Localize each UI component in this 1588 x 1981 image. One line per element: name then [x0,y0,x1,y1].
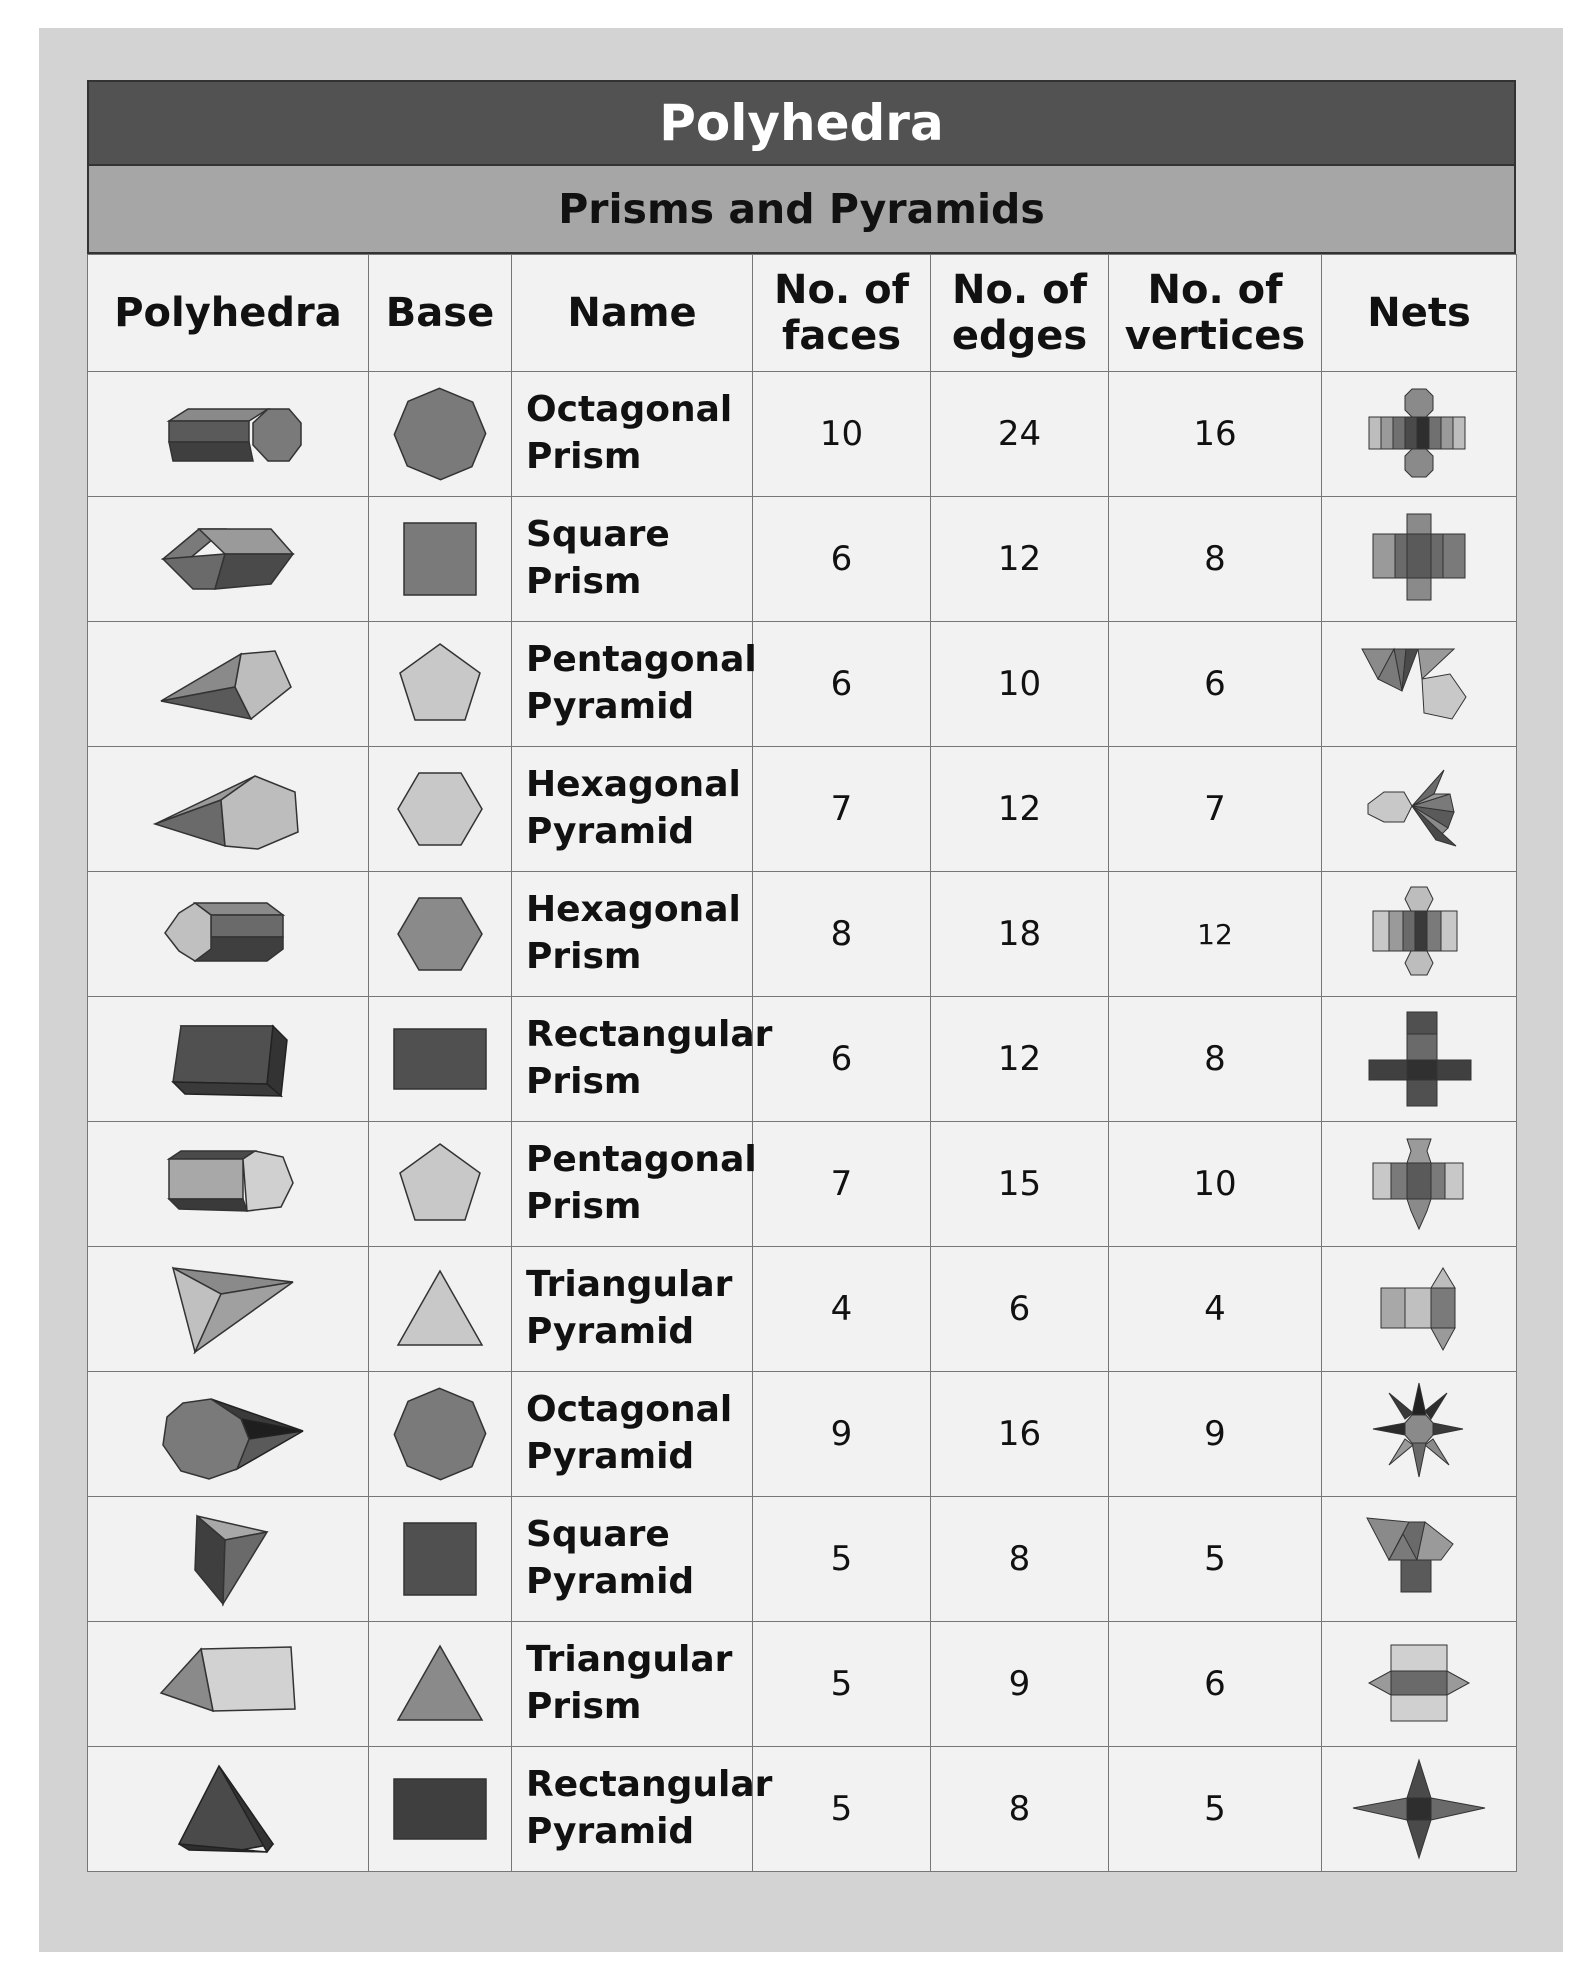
name-line1: Rectangular [526,1014,773,1056]
base-cell [369,872,512,997]
octagonal-pyramid-icon [143,1379,313,1489]
edges-value: 8 [931,1497,1109,1622]
triangular-prism-icon [143,1629,313,1739]
square-pyramid-icon [143,1504,313,1614]
octagonal-prism-net-icon [1359,379,1479,489]
solid-cell [88,497,369,622]
hexagonal-pyramid-net-icon [1354,754,1484,864]
faces-value: 5 [753,1747,931,1872]
solid-cell [88,1372,369,1497]
solid-cell [88,1247,369,1372]
pentagon-icon [390,634,490,734]
solid-cell [88,372,369,497]
header-nets: Nets [1322,255,1517,372]
name-cell [512,1747,773,1872]
net-cell [1322,622,1517,747]
name-line1: Triangular [526,1264,733,1306]
name-line2: Pyramid [526,1311,695,1352]
name-line1: Pentagonal [526,1139,757,1181]
net-cell [1322,997,1517,1122]
base-cell [369,372,512,497]
name-line2: Prism [526,1186,642,1227]
pentagonal-pyramid-net-icon [1354,629,1484,739]
base-cell [369,1122,512,1247]
name-cell [512,1122,757,1247]
header-polyhedra: Polyhedra [88,255,369,372]
vertices-value: 5 [1109,1497,1322,1622]
hexagon-icon [390,884,490,984]
base-cell [369,1622,512,1747]
table-row [88,1122,1517,1247]
net-cell [1322,1622,1517,1747]
solid-cell [88,747,369,872]
table-row [88,622,1517,747]
edges-value: 10 [931,622,1109,747]
name-line2: Prism [526,1061,642,1102]
solid-cell [88,872,369,997]
rectangular-pyramid-icon [143,1754,313,1864]
name-cell [512,872,753,997]
solid-cell [88,1497,369,1622]
header-vertices [1109,255,1322,372]
faces-value: 4 [753,1247,931,1372]
header-name: Name [512,255,753,372]
triangular-prism-net-icon [1359,1629,1479,1739]
faces-value: 6 [753,497,931,622]
name-line2: Pyramid [526,811,695,852]
solid-cell [88,1747,369,1872]
name-line1: Square [526,514,670,556]
name-cell [512,1372,753,1497]
rectangular-pyramid-net-icon [1349,1754,1489,1864]
net-cell [1322,1747,1517,1872]
faces-value: 6 [753,997,931,1122]
table-row [88,372,1517,497]
vertices-value: 16 [1109,372,1322,497]
header-row [88,255,1517,372]
vertices-value: 8 [1109,497,1322,622]
vertices-value: 8 [1109,997,1322,1122]
square-icon [390,1509,490,1609]
name-line2: Pyramid [526,1436,695,1477]
name-line2: Prism [526,436,642,477]
triangular-pyramid-net-icon [1359,1254,1479,1364]
name-cell [512,1247,753,1372]
vertices-value: 10 [1109,1122,1322,1247]
table-row [88,747,1517,872]
rectangle-icon [390,1009,490,1109]
base-cell [369,1497,512,1622]
table-row [88,497,1517,622]
vertices-value: 5 [1109,1747,1322,1872]
hexagon-icon [390,759,490,859]
name-line2: Pyramid [526,686,695,727]
header-edges-line1: No. of [952,267,1087,313]
name-cell [512,372,753,497]
name-cell [512,497,753,622]
table-row [88,1247,1517,1372]
name-line1: Triangular [526,1639,733,1681]
name-line2: Prism [526,1686,642,1727]
chart-title: Polyhedra [87,80,1516,166]
edges-value: 9 [931,1622,1109,1747]
header-edges-line2: edges [951,313,1088,359]
header-faces-line1: No. of [774,267,909,313]
square-icon [390,509,490,609]
base-cell [369,1247,512,1372]
vertices-value: 6 [1109,622,1322,747]
name-line2: Pyramid [526,1811,695,1852]
faces-value: 5 [753,1622,931,1747]
square-prism-net-icon [1359,504,1479,614]
pentagonal-pyramid-icon [143,629,313,739]
header-vertices-line1: No. of [1147,267,1283,313]
edges-value: 8 [931,1747,1109,1872]
edges-value: 16 [931,1372,1109,1497]
pentagonal-prism-icon [143,1129,313,1239]
polyhedra-table [87,254,1517,1872]
name-cell [512,622,757,747]
name-line1: Hexagonal [526,889,741,931]
faces-value: 5 [753,1497,931,1622]
vertices-value: 4 [1109,1247,1322,1372]
vertices-value: 6 [1109,1622,1322,1747]
name-line1: Octagonal [526,1389,733,1431]
table-row [88,1372,1517,1497]
octagonal-prism-icon [143,379,313,489]
rectangular-prism-net-icon [1359,1004,1479,1114]
name-line1: Rectangular [526,1764,773,1806]
chart-subtitle: Prisms and Pyramids [87,166,1516,254]
square-prism-icon [143,504,313,614]
base-cell [369,622,512,747]
pentagon-icon [390,1134,490,1234]
solid-cell [88,1622,369,1747]
edges-value: 15 [931,1122,1109,1247]
base-cell [369,1747,512,1872]
net-cell [1322,747,1517,872]
header-faces-line2: faces [781,313,902,359]
name-line1: Pentagonal [526,639,757,681]
net-cell [1322,872,1517,997]
triangular-pyramid-icon [143,1254,313,1364]
net-cell [1322,1372,1517,1497]
octagon-icon [390,384,490,484]
vertices-value: 9 [1109,1372,1322,1497]
vertices-value: 7 [1109,747,1322,872]
faces-value: 7 [753,747,931,872]
edges-value: 24 [931,372,1109,497]
edges-value: 12 [931,997,1109,1122]
triangle-icon [390,1259,490,1359]
square-pyramid-net-icon [1359,1504,1479,1614]
base-cell [369,1372,512,1497]
rectangle-icon [390,1759,490,1859]
rectangular-prism-icon [143,1004,313,1114]
name-line1: Octagonal [526,389,733,431]
octagon-icon [390,1384,490,1484]
pentagonal-prism-net-icon [1359,1129,1479,1239]
base-cell [369,497,512,622]
table-row [88,1497,1517,1622]
name-cell [512,747,753,872]
edges-value: 18 [931,872,1109,997]
faces-value: 9 [753,1372,931,1497]
edges-value: 6 [931,1247,1109,1372]
hexagonal-prism-net-icon [1359,879,1479,989]
hexagonal-prism-icon [143,879,313,989]
base-cell [369,997,512,1122]
hexagonal-pyramid-icon [143,754,313,864]
name-line2: Prism [526,561,642,602]
edges-value: 12 [931,497,1109,622]
header-vertices-line2: vertices [1124,313,1306,359]
name-line2: Prism [526,936,642,977]
name-cell [512,1497,753,1622]
name-line2: Pyramid [526,1561,695,1602]
triangle-icon [390,1634,490,1734]
faces-value: 7 [753,1122,931,1247]
octagonal-pyramid-net-icon [1359,1379,1479,1489]
solid-cell [88,997,369,1122]
header-edges [931,255,1109,372]
faces-value: 8 [753,872,931,997]
name-cell [512,997,773,1122]
header-faces [753,255,931,372]
name-line1: Hexagonal [526,764,741,806]
table-row [88,997,1517,1122]
net-cell [1322,1247,1517,1372]
polyhedra-chart [87,80,1516,1872]
net-cell [1322,1122,1517,1247]
base-cell [369,747,512,872]
solid-cell [88,1122,369,1247]
net-cell [1322,1497,1517,1622]
net-cell [1322,497,1517,622]
header-base: Base [369,255,512,372]
vertices-value: 12 [1109,872,1322,997]
solid-cell [88,622,369,747]
table-row [88,1622,1517,1747]
edges-value: 12 [931,747,1109,872]
name-cell [512,1622,753,1747]
table-row [88,872,1517,997]
faces-value: 6 [753,622,931,747]
faces-value: 10 [753,372,931,497]
name-line1: Square [526,1514,670,1556]
net-cell [1322,372,1517,497]
table-row [88,1747,1517,1872]
